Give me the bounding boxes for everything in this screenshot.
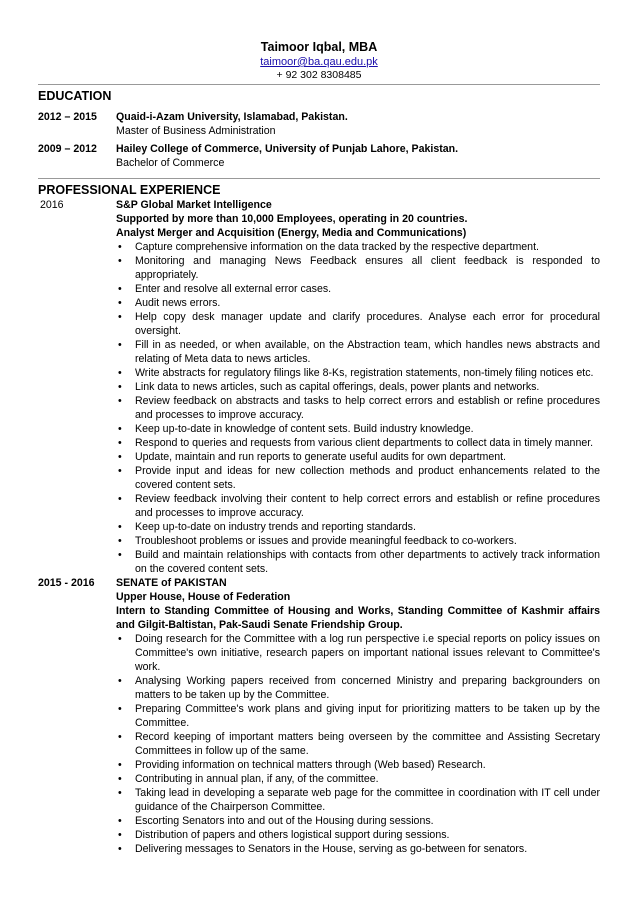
job-years: 2016 (40, 199, 64, 211)
list-item: • Help copy desk manager update and clarify procedures. Analyse each error for procedural oversight. (116, 310, 600, 338)
responsibility-list (116, 240, 600, 576)
job-role: Intern to Standing Committee of Housing and Works, Standing Committee of Kashmir affairs and Gilgit-Baltistan, Pak-Saudi Senate Friendship Group. (116, 605, 600, 631)
resume-header (0, 39, 638, 82)
list-item: • Review feedback involving their content to help correct errors and establish or refine procedures and processes to improve accuracy. (116, 492, 600, 520)
list-item: • Fill in as needed, or when available, on the Abstraction team, which handles news abstracts and relating of Meta data to news articles. (116, 338, 600, 366)
list-item: • Doing research for the Committee with a log run perspective i.e special reports on policy issues on Committee's own initiative, research papers on important national issues relevant to Committee's work. (116, 632, 600, 674)
list-item: • Update, maintain and run reports to generate useful audits for own department. (116, 450, 600, 464)
job-role: Analyst Merger and Acquisition (Energy, Media and Communications) (116, 227, 467, 239)
list-item: • Link data to news articles, such as capital offerings, deals, power plants and networks. (116, 380, 600, 394)
list-item: • Audit news errors. (116, 296, 600, 310)
responsibility-list (116, 632, 600, 856)
list-item: • Write abstracts for regulatory filings like 8-Ks, registration statements, non-timely filing notices etc. (116, 366, 600, 380)
list-item: • Preparing Committee's work plans and giving input for prioritizing matters to be taken up by the Committee. (116, 702, 600, 730)
list-item: • Analysing Working papers received from concerned Ministry and preparing backgrounders on matters to be taken up by the Committee. (116, 674, 600, 702)
divider (38, 84, 600, 85)
divider (38, 178, 600, 179)
list-item: • Respond to queries and requests from various client departments to collect data in timely manner. (116, 436, 600, 450)
job-organization: S&P Global Market Intelligence (116, 199, 272, 211)
list-item: • Escorting Senators into and out of the Housing during sessions. (116, 814, 600, 828)
job-description: Supported by more than 10,000 Employees, operating in 20 countries. (116, 213, 468, 225)
list-item: • Troubleshoot problems or issues and provide meaningful feedback to co-workers. (116, 534, 600, 548)
school-name: Hailey College of Commerce, University of Punjab Lahore, Pakistan. (116, 143, 459, 155)
education-heading: EDUCATION (38, 89, 112, 103)
list-item: • Capture comprehensive information on the data tracked by the respective department. (116, 240, 600, 254)
job-description: Upper House, House of Federation (116, 591, 291, 603)
degree-name: Bachelor of Commerce (116, 157, 225, 169)
job-years: 2015 - 2016 (38, 577, 95, 589)
school-name: Quaid-i-Azam University, Islamabad, Pakistan. (116, 111, 348, 123)
list-item: • Enter and resolve all external error cases. (116, 282, 600, 296)
list-item: • Delivering messages to Senators in the House, serving as go-between for senators. (116, 842, 600, 856)
list-item: • Distribution of papers and others logistical support during sessions. (116, 828, 600, 842)
list-item: • Review feedback on abstracts and tasks to help correct errors and establish or refine procedures and processes to improve accuracy. (116, 394, 600, 422)
experience-heading: PROFESSIONAL EXPERIENCE (38, 183, 221, 197)
list-item: • Build and maintain relationships with contacts from other departments to actively track information on the covered content sets. (116, 548, 600, 576)
degree-name: Master of Business Administration (116, 125, 276, 137)
phone-number: + 92 302 8308485 (276, 69, 362, 81)
list-item: • Taking lead in developing a separate web page for the committee in coordination with IT cell under guidance of the Chairperson Committee. (116, 786, 600, 814)
list-item: • Provide input and ideas for new collection methods and product enhancements related to the covered content sets. (116, 464, 600, 492)
list-item: • Keep up-to-date on industry trends and reporting standards. (116, 520, 600, 534)
list-item: • Providing information on technical matters through (Web based) Research. (116, 758, 600, 772)
email-link[interactable]: taimoor@ba.qau.edu.pk (260, 56, 378, 68)
list-item: • Record keeping of important matters being overseen by the committee and Assisting Secretary Committees in follow up of the same. (116, 730, 600, 758)
candidate-name: Taimoor Iqbal, MBA (260, 40, 378, 54)
list-item: • Monitoring and managing News Feedback ensures all client feedback is responded to appropriately. (116, 254, 600, 282)
education-years: 2009 – 2012 (38, 143, 97, 155)
list-item: • Contributing in annual plan, if any, of the committee. (116, 772, 600, 786)
list-item: • Keep up-to-date in knowledge of content sets. Build industry knowledge. (116, 422, 600, 436)
education-years: 2012 – 2015 (38, 111, 97, 123)
job-organization: SENATE of PAKISTAN (116, 577, 227, 589)
